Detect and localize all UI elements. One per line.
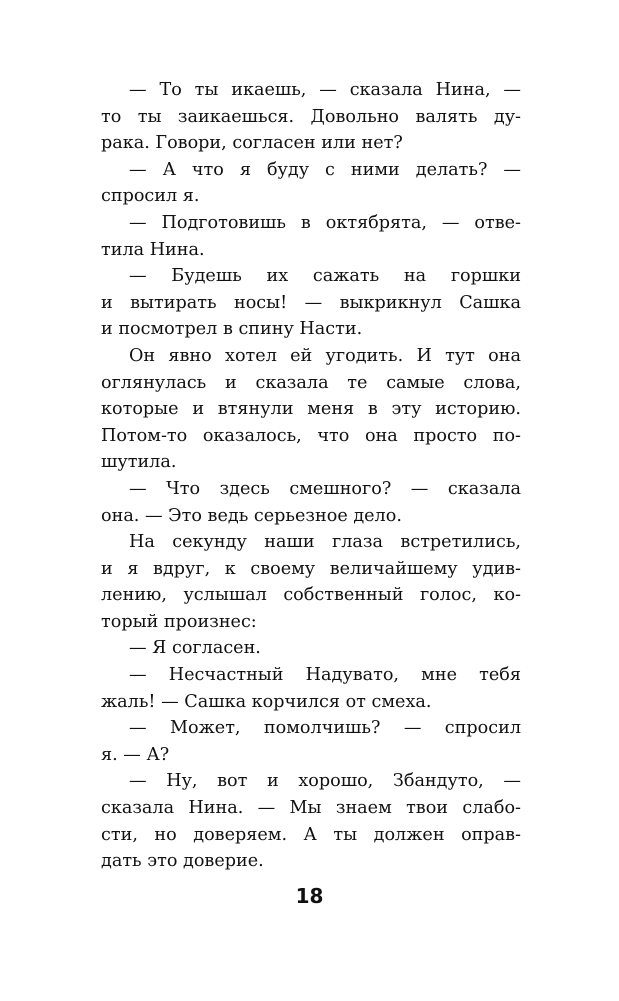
text-line: и вытирать носы! — выкрикнул Сашка	[101, 292, 521, 313]
text-line: Потом-то оказалось, что она просто по-	[101, 425, 521, 446]
text-line: спросил я.	[101, 186, 200, 207]
text-line: сти, но доверяем. А ты должен оправ-	[101, 824, 521, 845]
text-line: На секунду наши глаза встретились,	[129, 532, 521, 553]
page-number: 18	[295, 884, 324, 908]
text-line: она. — Это ведь серьезное дело.	[101, 505, 402, 526]
text-line: — Подготовишь в октябрята, — отве-	[129, 212, 521, 233]
text-line: которые и втянули меня в эту историю.	[101, 399, 521, 420]
text-line: оглянулась и сказала те самые слова,	[101, 372, 521, 393]
text-line: я. — А?	[101, 744, 170, 765]
text-line: — Будешь их сажать на горшки	[129, 266, 521, 287]
text-line: лению, услышал собственный голос, ко-	[101, 585, 521, 606]
text-line: — Несчастный Надувато, мне тебя	[129, 665, 521, 686]
text-line: — Может, помолчишь? — спросил	[129, 718, 521, 739]
text-line: и посмотрел в спину Насти.	[101, 319, 363, 340]
body-text	[101, 77, 521, 875]
text-line: тила Нина.	[101, 239, 205, 260]
text-line: — Что здесь смешного? — сказала	[129, 478, 521, 499]
text-line: торый произнес:	[101, 611, 257, 632]
text-line: Он явно хотел ей угодить. И тут она	[129, 345, 521, 366]
text-line: рака. Говори, согласен или нет?	[101, 133, 403, 154]
text-line: то ты заикаешься. Довольно валять ду-	[101, 106, 521, 127]
text-line: жаль! — Сашка корчился от смеха.	[101, 691, 432, 712]
text-line: шутила.	[101, 452, 177, 473]
text-line: — То ты икаешь, — сказала Нина, —	[129, 80, 521, 100]
text-line: дать это доверие.	[101, 851, 264, 872]
text-line: — А что я буду с ними делать? —	[129, 159, 521, 180]
text-line: — Ну, вот и хорошо, Збандуто, —	[129, 771, 521, 792]
text-line: — Я согласен.	[129, 638, 261, 659]
text-line: сказала Нина. — Мы знаем твои слабо-	[101, 798, 521, 819]
text-line: и я вдруг, к своему величайшему удив-	[101, 558, 521, 579]
